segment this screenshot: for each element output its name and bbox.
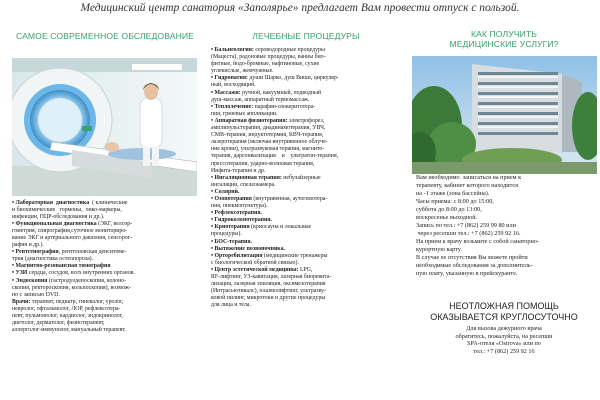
item-text: для лица и тела. [211, 302, 251, 309]
text-line: Часы приема: с 8:00 до 15:00, [416, 198, 494, 205]
item-text: Инфита-терапия и др. [211, 167, 266, 174]
item-text: ингаляции, спелеокамера. [211, 181, 276, 188]
services-column [410, 19, 598, 400]
item-text: трия (диагностика остеопороза). [12, 256, 94, 263]
list-line [12, 320, 198, 327]
item-text: ( клинические [89, 200, 128, 206]
hotel-illustration [412, 56, 597, 174]
list-line [211, 161, 401, 168]
item-text: пия, пнекмопунктура). [211, 203, 268, 210]
text-line: воскресенье выходной. [416, 214, 478, 221]
list-line [211, 175, 401, 182]
item-text: рафия и др.). [12, 242, 44, 249]
procedures-title: ЛЕЧЕБНЫЕ ПРОЦЕДУРЫ [252, 31, 360, 41]
text-line: обратитесь, пожалуйста, на ресепшн [455, 332, 553, 340]
list-line [211, 239, 401, 246]
item-text: лизация, лазерная эпиляция, оксимезотерапия [211, 281, 326, 288]
brochure-header: Медицинский центр санатория «Заполярье» предлагает Вам провести отпуск с пользой. [80, 2, 520, 14]
item-heading: • Ингаляционная терапия: [211, 174, 282, 181]
item-text: фитные, йодо-бромные, нафтиновые, сухие [211, 61, 320, 68]
list-line [211, 196, 401, 203]
item-text: RF-лифтинг, УЗ-кавитация, лазерная биоревита- [211, 274, 332, 280]
services-title-line2: МЕДИЦИНСКИЕ УСЛУГИ? [449, 39, 559, 49]
diagnostics-title: САМОЕ СОВРЕМЕННОЕ ОБСЛЕДОВАНИЕ [15, 31, 195, 41]
item-heading: • Гидропатия: [211, 75, 248, 82]
item-text: небулайзерные [281, 174, 321, 181]
list-line [12, 270, 198, 277]
urgent-title-line2: ОКАЗЫВАЕТСЯ КРУГЛОСУТОЧНО [430, 311, 578, 322]
item-heading: • Теплолечение: [211, 103, 254, 110]
mri-illustration [12, 58, 197, 196]
item-text: сердца, сосудов, всех внутренних органов. [27, 270, 135, 277]
item-text: гометрия, спирография,суточное мониториро- [12, 228, 128, 235]
procedures-list [211, 47, 401, 309]
item-text: , рентгеновская денситоме- [58, 249, 127, 256]
item-text: диетолог, дерматолог, физиотерапевт, [12, 319, 105, 326]
list-line [211, 253, 401, 260]
list-line [211, 97, 401, 104]
text-line: через ресепшн тел.: +7 (862) 259 92 16. [416, 230, 521, 237]
list-line [211, 295, 401, 302]
list-line [12, 278, 198, 285]
procedures-column [211, 19, 401, 400]
services-title-line1: КАК ПОЛУЧИТЬ [471, 29, 537, 39]
list-line [12, 285, 198, 292]
item-heading: • Функциональная диагностика [12, 221, 97, 228]
list-line [211, 146, 401, 153]
item-text: электрофорез, [287, 117, 325, 124]
item-text: невролог, офтальмолог, ЛОР, рефлексотера- [12, 305, 121, 312]
text-line: ную плату, указанную в прейскуранте. [416, 270, 518, 277]
item-heading: • Орторебилитация [211, 252, 263, 259]
item-heading: • Гидроколонотерапия. [211, 217, 272, 224]
item-text: ковой пилинг, микротоки и другие процедуры [211, 295, 326, 302]
urgent-help-text [410, 325, 598, 355]
list-line [12, 313, 198, 320]
text-line: На прием к врачу возьмите с собой санаторно- [416, 238, 539, 245]
item-heading: Врачи: [12, 298, 31, 305]
item-heading: • Бальнеология: [211, 47, 254, 53]
list-line [12, 200, 198, 207]
item-heading: • Солярий. [211, 188, 240, 195]
list-line [211, 153, 401, 160]
text-line: В случае ее отсутствия Вы можете пройти [416, 254, 528, 261]
item-heading: • Криотерапия [211, 224, 250, 231]
diagnostics-column [10, 19, 200, 400]
item-text: инфекции, ПЦР-обследования и др.). [12, 214, 105, 221]
item-text: души Шарко, душ Виши, циркуляр- [247, 75, 339, 82]
list-line [211, 246, 401, 253]
list-line [211, 231, 401, 238]
list-line [211, 267, 401, 274]
list-line [211, 182, 401, 189]
text-line: на -1 этаже (зона бассейна). [416, 190, 490, 197]
mri-photo [12, 58, 197, 196]
list-line [211, 260, 401, 267]
item-text: душ-массаж, аппаратный термомассаж. [211, 96, 310, 103]
list-line [211, 111, 401, 118]
list-line [211, 90, 401, 97]
item-text: (Мацеста), радоновые процедуры, ванны био- [211, 54, 326, 61]
list-line [12, 292, 198, 299]
item-text: скопия, ректороскопия, кольпоскопия), возмож- [12, 284, 131, 291]
item-text: (медицинские тренажеры [262, 252, 328, 259]
item-text: с биологической обратной связью). [211, 259, 299, 266]
item-text: терапевт, педиатр, гинеколог, уролог, [30, 298, 124, 305]
item-text: (гастродуоденоскопия, колоно- [47, 277, 127, 284]
item-text: (криосауна и локальные [249, 224, 312, 231]
item-text: ние крови), ультразвуковая терапия, магнито- [211, 146, 325, 153]
text-line: курортную карту. [416, 246, 462, 253]
item-text: ный, восходящий. [211, 82, 256, 89]
text-line: тел.: +7 (862) 259 92 16 [473, 347, 535, 355]
list-line [211, 68, 401, 75]
item-text: LPG, [298, 266, 313, 273]
item-heading: • УЗИ [12, 270, 28, 277]
text-line: терапевту, кабинет которого находится [416, 182, 518, 189]
item-heading: • БОС-терапия. [211, 238, 253, 245]
text-line: Для вызова дежурного врача [466, 325, 542, 332]
list-line [211, 168, 401, 175]
item-text: (ЭКГ, велоэр- [96, 221, 133, 228]
list-line [211, 274, 401, 281]
item-heading: • Рефлексотерапия. [211, 210, 263, 217]
item-text: углекислые, жемчужные. [211, 68, 274, 75]
list-line [12, 306, 198, 313]
list-line [211, 302, 401, 309]
hotel-photo [412, 56, 597, 174]
item-heading: • Эндоскопия [12, 277, 48, 284]
item-text: но с записью DVD. [12, 291, 60, 298]
list-line [211, 210, 401, 217]
item-text: амплипульстерапия, диадинамотерапия, УВЧ, [211, 125, 326, 132]
item-heading: • Аппаратная физиотерапия: [211, 117, 288, 124]
item-heading: • Озонотерапия [211, 195, 252, 202]
item-text: парафин-озокеритотера- [253, 103, 316, 110]
item-text: процедуры). [211, 231, 242, 238]
item-text: (Интрасьютикалс), плазмолифтинг, ультразву- [211, 288, 327, 295]
list-line [211, 189, 401, 196]
item-text: вание ЭКГ и артериального давления, сенсорог- [12, 235, 133, 242]
text-line: необходимые обследования за дополнитель- [416, 262, 533, 269]
item-text: (внутривенная, аутогемотера- [251, 195, 328, 202]
item-text: прессотерапия, ударно-волновая терапия, [211, 160, 315, 167]
list-line [12, 327, 198, 334]
services-info-text [416, 174, 598, 278]
text-line: Запись по тел.: +7 (862) 259 99 80 или [416, 222, 516, 229]
services-title [410, 29, 598, 49]
item-text: певт, пульмонолог, кардиолог, эндокринолог, [12, 312, 123, 319]
item-text: лазеротерапия (включая внутривенное облуче- [211, 139, 328, 146]
list-line [211, 82, 401, 89]
list-line [211, 118, 401, 125]
text-line: SPA-отеля «Ostrova» или по [467, 340, 541, 348]
item-text: и биохимические гормоны, онко-маркеры, [12, 207, 122, 214]
list-line [12, 228, 198, 235]
item-heading: • Вытяжение позвоночника. [211, 245, 285, 252]
text-line: суббота до 8:00 до 13:00, [416, 206, 482, 213]
item-text: пия, грязевые аппликации. [211, 110, 278, 117]
item-text: аллерголог-иммунолог, мануальный терапевт. [12, 326, 126, 333]
item-text: ручной, вакуумный, подводный [240, 89, 322, 96]
item-text: СМВ-терапия, индуктотермия, КВЧ-терапия, [211, 132, 324, 139]
text-line: Вам необходимо записаться на прием к [416, 174, 522, 181]
list-line [211, 104, 401, 111]
urgent-title-line1: НЕОТЛОЖНАЯ ПОМОЩЬ [449, 301, 559, 311]
item-heading: • Центр эстетической медицины: [211, 266, 299, 273]
item-text: сероводородные процедуры [253, 47, 325, 53]
list-line [211, 61, 401, 68]
item-heading: • Рентгенография [12, 249, 59, 256]
item-heading: • Магнитно-резонансная томография [12, 263, 111, 270]
item-heading: • Лабораторная диагностика [12, 200, 90, 206]
item-text: терапия, дарсонвализация и ультратон-терапия, [211, 153, 339, 160]
item-heading: • Массажи: [211, 89, 241, 96]
diagnostics-list [12, 200, 198, 334]
urgent-help-title [410, 301, 598, 322]
list-line [12, 299, 198, 306]
list-line [12, 263, 198, 270]
list-line [211, 125, 401, 132]
